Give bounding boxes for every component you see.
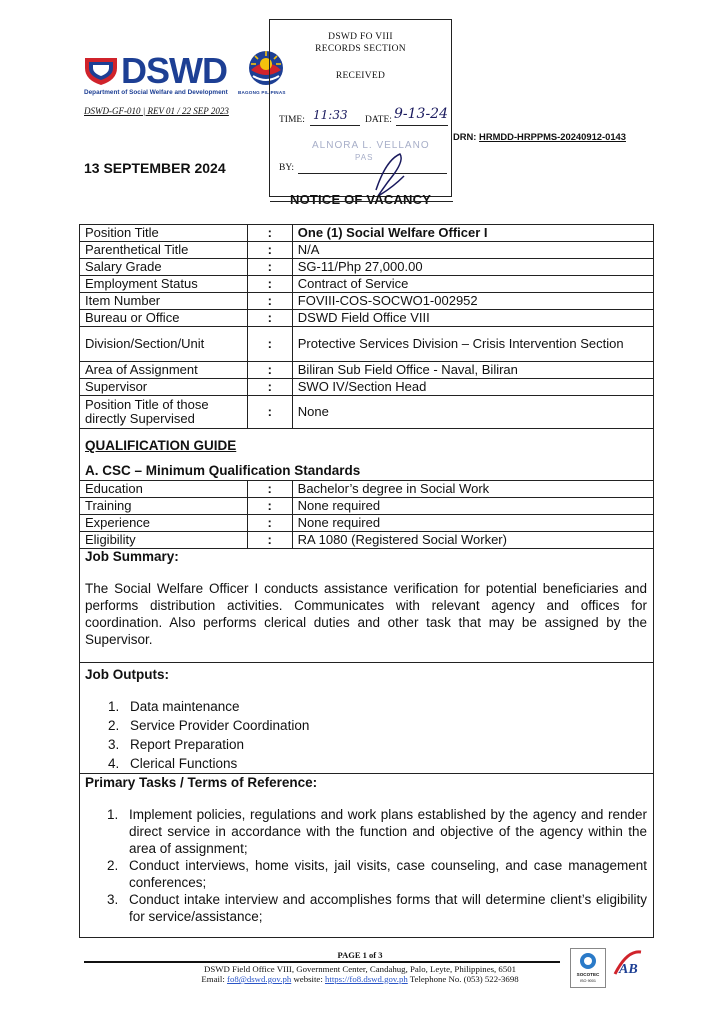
table-row [80,242,654,259]
received-stamp [269,19,452,197]
row-value: Bachelor’s degree in Social Work [292,481,653,498]
row-label: Education [80,481,248,498]
table-row [80,515,654,532]
row-value: Contract of Service [292,276,653,293]
position-details-table [79,224,654,429]
ab-accreditation-badge [609,948,645,988]
list-item: 2. Service Provider Coordination [108,718,310,733]
row-separator: : [247,481,292,498]
table-row [80,362,654,379]
list-item: 2. Conduct interviews, home visits, jail visits, case counseling, and case management conferences; [107,858,647,890]
list-item: 3. Report Preparation [108,737,245,752]
table-row [80,259,654,276]
row-label: Salary Grade [80,259,248,276]
row-separator: : [247,310,292,327]
row-separator: : [247,515,292,532]
row-separator: : [247,379,292,396]
primary-tasks-list [107,806,647,925]
stamp-time-value: 11:33 [313,108,348,122]
stamp-by-label: BY: [279,163,294,173]
table-row [80,379,654,396]
row-separator: : [247,396,292,429]
row-separator: : [247,242,292,259]
footer-email-label: Email: [201,974,225,984]
job-summary-heading: Job Summary: [85,549,179,564]
dswd-logo-mark-icon [84,56,118,86]
drn-label: DRN: [453,131,477,142]
dswd-logo [84,52,244,100]
row-value: SWO IV/Section Head [292,379,653,396]
list-item: 1. Implement policies, regulations and work plans established by the agency and render direct service in accordance with the function and objective of the agency within the area of assignment; [107,807,647,856]
row-value: N/A [292,242,653,259]
row-value: None [292,396,653,429]
document-title: NOTICE OF VACANCY [290,192,432,207]
stamp-receiver-name: ALNORA L. VELLANO [312,140,430,151]
stamp-received: RECEIVED [335,71,386,81]
table-row [80,396,654,429]
row-value: Biliran Sub Field Office - Naval, Biliran [292,362,653,379]
row-separator: : [247,293,292,310]
socotec-text: SOCOTEC [576,972,600,977]
row-label: Training [80,498,248,515]
row-label: Position Title [80,225,248,242]
stamp-section: RECORDS SECTION [315,44,406,54]
stamp-date-label: DATE: [365,115,392,125]
table-row [80,225,654,242]
row-label: Supervisor [80,379,248,396]
footer-address: DSWD Field Office VIII, Government Center, Candahug, Palo, Leyte, Philippines, 6501 [203,964,517,974]
drn-reference [453,131,626,142]
ab-text: AB [619,962,638,977]
row-value: RA 1080 (Registered Social Worker) [292,532,653,549]
list-item: 3. Conduct intake interview and accomplishes forms that will determine client’s eligibility for service/assistance; [107,892,647,924]
footer-website-link[interactable]: https://fo8.dswd.gov.ph [324,974,408,984]
stamp-time-label: TIME: [279,115,305,125]
stamp-receiver-title: PAS [355,153,374,162]
row-separator: : [247,532,292,549]
csc-standards-heading: A. CSC – Minimum Qualification Standards [85,463,361,478]
logo-wordmark: DSWD [121,50,227,91]
footer-telephone: Telephone No. (053) 522-3698 [409,974,519,984]
table-row [80,310,654,327]
row-separator: : [247,362,292,379]
row-label: Position Title of those directly Supervised [80,396,248,429]
row-value: DSWD Field Office VIII [292,310,653,327]
row-label: Parenthetical Title [80,242,248,259]
stamp-office: DSWD FO VIII [328,32,393,42]
row-label: Eligibility [80,532,248,549]
qualification-table [79,480,654,549]
row-separator: : [247,327,292,362]
row-label: Area of Assignment [80,362,248,379]
job-outputs-list [108,698,648,774]
row-label: Item Number [80,293,248,310]
row-value: SG-11/Php 27,000.00 [292,259,653,276]
footer-email-link[interactable]: fo8@dswd.gov.ph [227,974,292,984]
row-separator: : [247,498,292,515]
socotec-cert-badge [570,948,606,988]
bagong-pilipinas-text: BAGONG PILIPINAS [238,90,286,95]
row-value: None required [292,498,653,515]
list-item: 1. Data maintenance [108,699,240,714]
job-summary-text: The Social Welfare Officer I conducts assistance verification for potential beneficiaries and performs distribution activities. Communicates with relevant agency and offices for coordination. Also performs clerical duties and other task that may be assigned by the Supervisor. [85,581,647,647]
row-label: Experience [80,515,248,532]
list-item: 4. Clerical Functions [108,756,238,771]
table-row [80,498,654,515]
drn-value: HRMDD-HRPPMS-20240912-0143 [479,131,626,142]
table-row [80,276,654,293]
footer-website-label: website: [293,974,323,984]
row-separator: : [247,276,292,293]
table-row [80,532,654,549]
row-separator: : [247,225,292,242]
job-outputs-heading: Job Outputs: [85,667,169,682]
socotec-iso-text: ISO 9001 [579,979,597,983]
stamp-date-value: 9-13-24 [394,106,448,122]
logo-subtitle: Department of Social Welfare and Development [84,89,228,96]
page-number: PAGE 1 of 3 [337,950,383,960]
row-separator: : [247,259,292,276]
row-label: Division/Section/Unit [80,327,248,362]
row-value: None required [292,515,653,532]
row-value: FOVIII-COS-SOCWO1-002952 [292,293,653,310]
row-label: Employment Status [80,276,248,293]
table-row [80,481,654,498]
row-label: Bureau or Office [80,310,248,327]
document-date: 13 SEPTEMBER 2024 [84,160,226,176]
qualification-heading: QUALIFICATION GUIDE [85,438,237,453]
table-row [80,293,654,310]
row-value: Protective Services Division – Crisis Intervention Section [292,327,653,362]
position-title-value: One (1) Social Welfare Officer I [292,225,653,242]
form-code: DSWD-GF-010 | REV 01 / 22 SEP 2023 [84,106,229,116]
primary-tasks-heading: Primary Tasks / Terms of Reference: [85,775,318,790]
table-row [80,327,654,362]
